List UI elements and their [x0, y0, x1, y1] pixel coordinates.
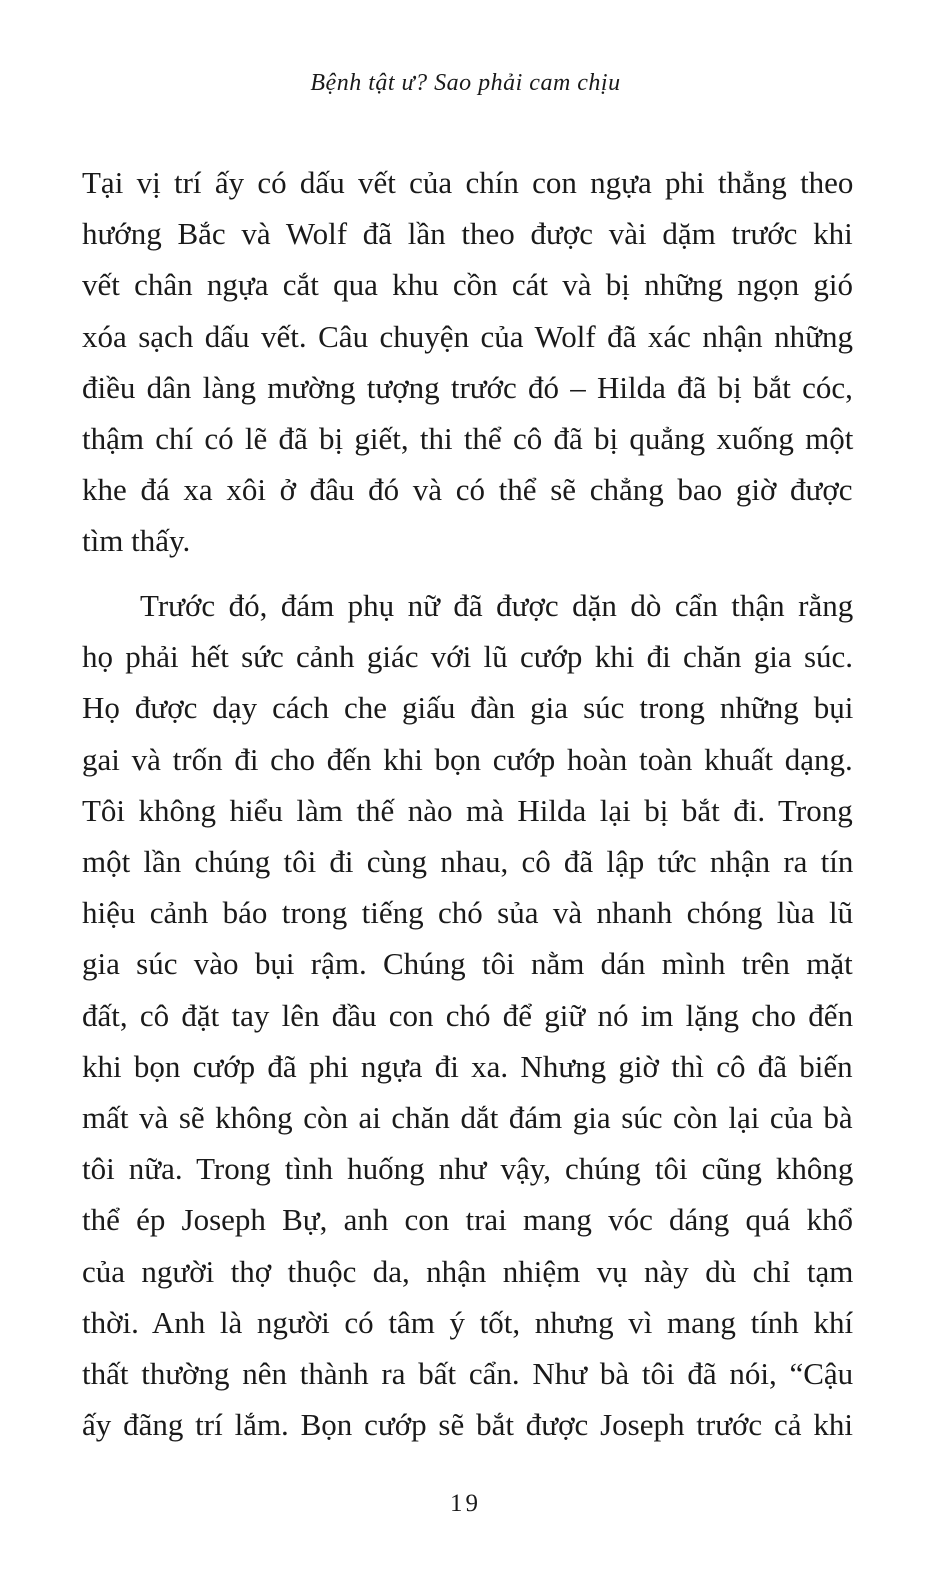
- text-line: ấy đãng trí lắm. Bọn cướp sẽ bắt được Joseph trước cả khi: [82, 1407, 853, 1443]
- text-line: thất thường nên thành ra bất cẩn. Như bà tôi đã nói, “Cậu: [82, 1356, 854, 1391]
- text-line: họ phải hết sức cảnh giác với lũ cướp khi đi chăn gia súc.: [82, 639, 854, 675]
- text-line: mất và sẽ không còn ai chăn dắt đám gia súc còn lại của bà: [82, 1100, 853, 1135]
- text-line: điều dân làng mường tượng trước đó – Hilda đã bị bắt cóc,: [82, 369, 853, 405]
- text-line: thể ép Joseph Bự, anh con trai mang vóc dáng quá khổ: [82, 1202, 853, 1238]
- text-line: thậm chí có lẽ đã bị giết, thi thể cô đã bị quẳng xuống một: [82, 421, 854, 456]
- text-line: gia súc vào bụi rậm. Chúng tôi nằm dán mình trên mặt: [82, 946, 853, 982]
- text-line: Tôi không hiểu làm thế nào mà Hilda lại bị bắt đi. Trong: [82, 792, 853, 828]
- text-line: của người thợ thuộc da, nhận nhiệm vụ này dù chỉ tạm: [82, 1253, 854, 1289]
- text-line: Trước đó, đám phụ nữ đã được dặn dò cẩn thận rằng: [140, 588, 854, 623]
- page-number: 19: [450, 1490, 481, 1517]
- text-line: thời. Anh là người có tâm ý tốt, nhưng vì mang tính khí: [82, 1304, 854, 1340]
- running-header: Bệnh tật ư? Sao phải cam chịu: [310, 70, 621, 96]
- text-line: Họ được dạy cách che giấu đàn gia súc trong những bụi: [82, 690, 854, 726]
- text-line: Tại vị trí ấy có dấu vết của chín con ngựa phi thẳng theo: [82, 165, 854, 200]
- text-line: vết chân ngựa cắt qua khu cồn cát và bị những ngọn gió: [82, 267, 854, 303]
- text-line: tôi nữa. Trong tình huống như vậy, chúng tôi cũng không: [82, 1151, 854, 1187]
- text-line: một lần chúng tôi đi cùng nhau, cô đã lập tức nhận ra tín: [82, 844, 854, 879]
- text-line: khi bọn cướp đã phi ngựa đi xa. Nhưng giờ thì cô đã biến: [82, 1048, 853, 1084]
- text-line: gai và trốn đi cho đến khi bọn cướp hoàn toàn khuất dạng.: [82, 741, 853, 777]
- text-line: tìm thấy.: [82, 523, 191, 559]
- text-line: đất, cô đặt tay lên đầu con chó để giữ nó im lặng cho đến: [82, 997, 854, 1033]
- text-line: xóa sạch dấu vết. Câu chuyện của Wolf đã xác nhận những: [82, 318, 853, 354]
- text-line: hiệu cảnh báo trong tiếng chó sủa và nhanh chóng lùa lũ: [82, 895, 854, 931]
- text-line: hướng Bắc và Wolf đã lần theo được vài dặm trước khi: [82, 216, 853, 252]
- text-line: khe đá xa xôi ở đâu đó và có thể sẽ chẳng bao giờ được: [82, 472, 853, 508]
